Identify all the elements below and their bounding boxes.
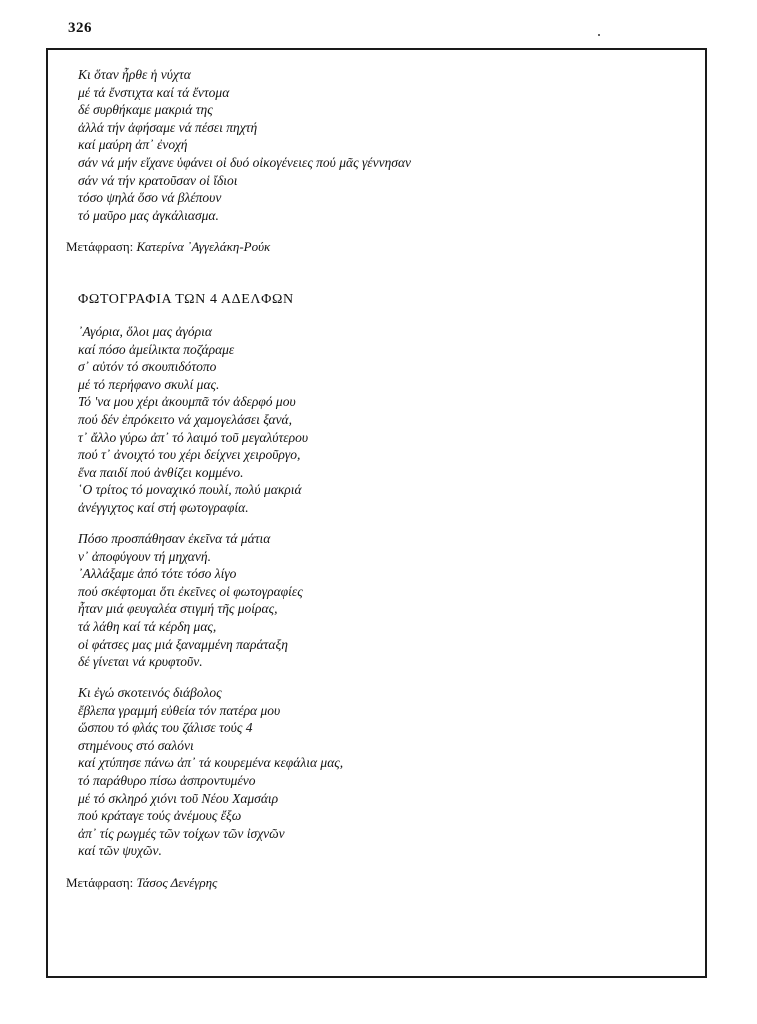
translator-name: Τάσος Δενέγρης: [136, 875, 218, 890]
poem-line: τά λάθη καί τά κέρδη μας,: [78, 618, 217, 634]
poem2-stanza-3: [78, 684, 343, 860]
poem-line: ὥσπου τό φλάς του ζάλισε τούς 4: [78, 720, 253, 736]
poem-line: μέ τό σκληρό χιόνι τοῦ Νέου Χαμσάιρ: [78, 790, 279, 806]
poem-line: ἕνα παιδί πού ἀνθίζει κομμένο.: [78, 464, 244, 480]
poem-line: στημένους στό σαλόνι: [78, 737, 194, 753]
poem-line: ν᾿ ἀποφύγουν τή μηχανή.: [78, 548, 211, 564]
poem-line: ᾿Αλλάξαμε ἀπό τότε τόσο λίγο: [78, 566, 237, 582]
poem-line: πού τ᾿ ἀνοιχτό του χέρι δείχνει χειροῦργο,: [78, 447, 301, 463]
poem2-title: ΦΩΤΟΓΡΑΦΙΑ ΤΩΝ 4 ΑΔΕΛΦΩΝ: [78, 292, 294, 307]
poem-line: πού κράταγε τούς ἀνέμους ἔξω: [78, 808, 242, 824]
poem-line: ᾿Αγόρια, ὅλοι μας ἀγόρια: [78, 324, 212, 339]
poem-line: ἦταν μιά φευγαλέα στιγμή τῆς μοίρας,: [78, 601, 278, 617]
poem-line: σ᾿ αὐτόν τό σκουπιδότοπο: [78, 359, 217, 375]
poem-line: Τό 'να μου χέρι ἀκουμπᾶ τόν ἀδερφό μου: [78, 394, 296, 410]
poem2-stanza-1: [78, 323, 308, 517]
poem-line: καί τῶν ψυχῶν.: [78, 843, 162, 859]
page-number: 326: [68, 20, 92, 36]
poem-line: καί πόσο ἀμείλικτα ποζάραμε: [78, 341, 235, 357]
poem2-stanza-2: [78, 530, 303, 671]
poem-line: τ᾿ ἄλλο γύρω ἀπ᾿ τό λαιμό τοῦ μεγαλύτερου: [78, 429, 309, 445]
poem-line: μέ τό περήφανο σκυλί μας.: [78, 376, 220, 392]
poem-line: καί χτύπησε πάνω ἀπ᾿ τά κουρεμένα κεφάλια μας,: [78, 755, 344, 771]
print-speck: [598, 34, 600, 36]
poem-line: πού σκέφτομαι ὅτι ἐκεῖνες οἱ φωτογραφίες: [78, 583, 303, 599]
poem-line: τόσο ψηλά ὅσο νά βλέπουν: [78, 190, 222, 206]
poem-line: Κι ἐγώ σκοτεινός διάβολος: [78, 685, 222, 700]
poem-line: οἱ φάτσες μας μιά ξαναμμένη παράταξη: [78, 636, 288, 652]
poem-line: τό παράθυρο πίσω ἀσπροντυμένο: [78, 772, 256, 788]
poem-line: ἔβλεπα γραμμή εὐθεία τόν πατέρα μου: [78, 702, 281, 718]
poem-line: ἀλλά τήν ἀφήσαμε νά πέσει πηχτή: [78, 119, 258, 135]
poem-line: ῾Ο τρίτος τό μοναχικό πουλί, πολύ μακριά: [78, 482, 302, 498]
poem-line: δέ συρθήκαμε μακριά της: [78, 102, 213, 118]
poem-line: Πόσο προσπάθησαν ἐκεῖνα τά μάτια: [78, 531, 271, 546]
poem-line: καί μαύρη ἀπ᾿ ἐνοχή: [78, 137, 188, 153]
poem-line: μέ τά ἔνστιχτα καί τά ἔντομα: [78, 84, 230, 100]
poem-line: πού δέν ἐπρόκειτο νά χαμογελάσει ξανά,: [78, 411, 293, 427]
translator-label: Μετάφραση:: [66, 875, 134, 890]
translator-name: Κατερίνα ᾿Αγγελάκη-Ρούκ: [136, 239, 271, 254]
poem-line: ἀπ᾿ τίς ρωγμές τῶν τοίχων τῶν ἰσχνῶν: [78, 825, 285, 841]
poem-line: σάν νά μήν εἴχανε ὑφάνει οἱ δυό οἰκογένειες πού μᾶς γέννησαν: [78, 154, 412, 170]
poem1-text: [78, 66, 411, 224]
poem-line: Κι ὅταν ἦρθε ἡ νύχτα: [78, 67, 191, 82]
poem-line: τό μαῦρο μας ἀγκάλιασμα.: [78, 207, 219, 223]
poem-line: σάν νά τήν κρατοῦσαν οἱ ἴδιοι: [78, 172, 238, 188]
page-frame: [46, 48, 707, 978]
poem-line: ἀνέγγιχτος καί στή φωτογραφία.: [78, 499, 249, 515]
poem2-translator-credit: [66, 875, 217, 891]
poem-line: δέ γίνεται νά κρυφτοῦν.: [78, 654, 203, 670]
poem1-translator-credit: [66, 239, 270, 255]
translator-label: Μετάφραση:: [66, 239, 134, 254]
